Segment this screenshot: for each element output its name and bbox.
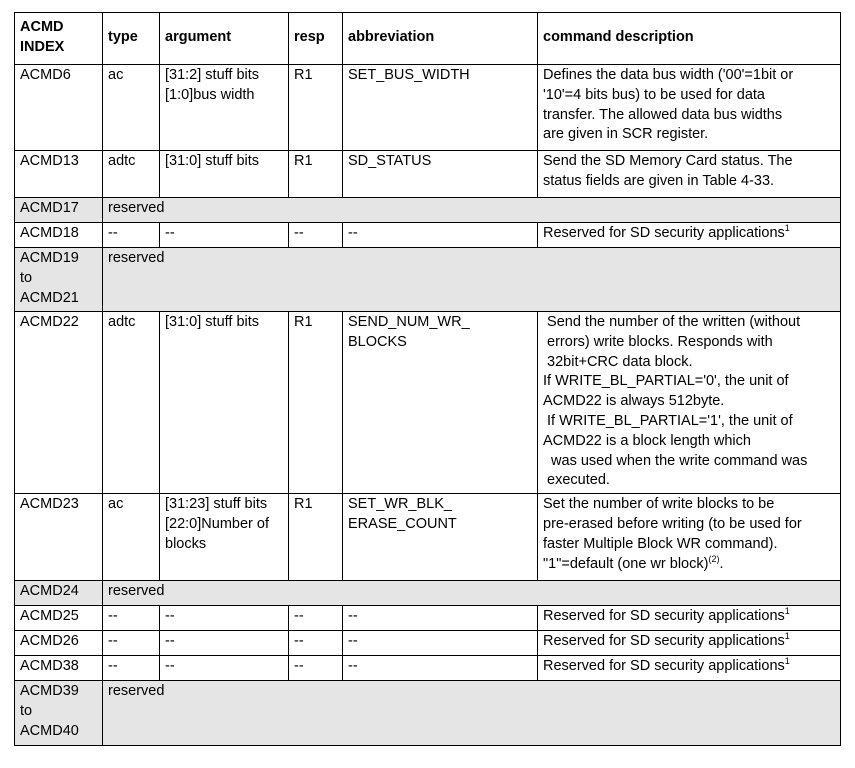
description-line: 32bit+CRC data block. [543, 353, 693, 370]
table-row [15, 681, 841, 746]
cell-type: adtc [103, 312, 160, 494]
cell-reserved: reserved [103, 248, 841, 312]
description-text: "1"=default (one wr block) [543, 555, 709, 572]
cell-resp: R1 [289, 312, 343, 494]
argument-line: [31:23] stuff bits [165, 496, 268, 513]
cell-command-description [538, 494, 841, 581]
cell-type: -- [103, 223, 160, 248]
cell-command-description [538, 631, 841, 656]
table-row [15, 656, 841, 681]
table-row [15, 494, 841, 581]
cell-argument: -- [160, 656, 289, 681]
cell-type: -- [103, 631, 160, 656]
table-row [15, 198, 841, 223]
header-acmd-index [15, 13, 103, 65]
description-text: Reserved for SD security applications [543, 225, 785, 241]
description-line: faster Multiple Block WR command). [543, 535, 778, 552]
description-line: executed. [543, 472, 610, 489]
argument-line: [31:0] stuff bits [165, 314, 260, 330]
header-acmd-index-line1: ACMD [20, 19, 64, 36]
cell-acmd-index: ACMD25 [15, 606, 103, 631]
cell-acmd-index: ACMD6 [15, 65, 103, 151]
cell-acmd-index [15, 198, 103, 223]
cell-abbreviation: -- [343, 606, 538, 631]
cell-command-description [538, 606, 841, 631]
cell-acmd-index: ACMD26 [15, 631, 103, 656]
acmd-index-line: ACMD39 [20, 683, 79, 700]
acmd-index-line: to [20, 269, 33, 286]
description-line: pre-erased before writing (to be used for [543, 515, 802, 532]
cell-argument: -- [160, 223, 289, 248]
description-line: are given in SCR register. [543, 126, 709, 143]
cell-abbreviation: -- [343, 656, 538, 681]
table-row [15, 581, 841, 606]
table-row [15, 248, 841, 312]
cell-resp: -- [289, 656, 343, 681]
cell-acmd-index: ACMD13 [15, 151, 103, 198]
cell-type: adtc [103, 151, 160, 198]
description-line: ACMD22 is a block length which [543, 432, 751, 449]
cell-resp: -- [289, 631, 343, 656]
footnote-marker: (2) [708, 553, 720, 564]
cell-type: ac [103, 65, 160, 151]
table-body [15, 65, 841, 746]
argument-line: blocks [165, 535, 207, 552]
header-argument: argument [160, 13, 289, 65]
acmd-index-line: to [20, 702, 33, 719]
cell-type: -- [103, 606, 160, 631]
footnote-marker: 1 [784, 606, 790, 617]
description-text: Reserved for SD security applications [543, 633, 785, 650]
cell-command-description [538, 151, 841, 198]
header-abbreviation: abbreviation [343, 13, 538, 65]
table-row [15, 606, 841, 631]
description-line: If WRITE_BL_PARTIAL='0', the unit of [543, 373, 789, 390]
cell-abbreviation [343, 494, 538, 581]
cell-argument [160, 494, 289, 581]
abbreviation-line: SET_WR_BLK_ [348, 496, 452, 513]
acmd-index-line: ACMD19 [20, 250, 79, 266]
cell-reserved: reserved [103, 198, 841, 223]
header-type: type [103, 13, 160, 65]
description-line: transfer. The allowed data bus widths [543, 106, 783, 123]
cell-command-description [538, 223, 841, 248]
argument-line: [22:0]Number of [165, 515, 269, 532]
cell-acmd-index: ACMD22 [15, 312, 103, 494]
header-acmd-index-line2: INDEX [20, 39, 65, 55]
cell-resp: -- [289, 606, 343, 631]
cell-acmd-index: ACMD38 [15, 656, 103, 681]
cell-argument: -- [160, 631, 289, 656]
cell-abbreviation [343, 65, 538, 151]
table-header-row [15, 13, 841, 65]
table-row [15, 312, 841, 494]
acmd-command-table [14, 12, 841, 746]
acmd-index-line: ACMD17 [20, 200, 79, 216]
cell-argument: -- [160, 606, 289, 631]
cell-type: -- [103, 656, 160, 681]
cell-argument [160, 151, 289, 198]
abbreviation-line: SET_BUS_WIDTH [348, 67, 470, 83]
cell-abbreviation [343, 151, 538, 198]
abbreviation-line: SD_STATUS [348, 153, 432, 169]
cell-argument [160, 65, 289, 151]
abbreviation-line: SEND_NUM_WR_ [348, 314, 470, 330]
description-line: errors) write blocks. Responds with [543, 333, 773, 350]
cell-abbreviation [343, 312, 538, 494]
acmd-index-line: ACMD24 [20, 583, 79, 600]
description-line: Send the number of the written (without [543, 314, 801, 330]
acmd-index-line: ACMD40 [20, 722, 79, 739]
acmd-index-line: ACMD21 [20, 289, 79, 306]
table-row [15, 65, 841, 151]
cell-argument [160, 312, 289, 494]
cell-command-description [538, 65, 841, 151]
cell-abbreviation: -- [343, 631, 538, 656]
cell-acmd-index: ACMD23 [15, 494, 103, 581]
description-line [543, 555, 836, 575]
table-row [15, 631, 841, 656]
cell-abbreviation: -- [343, 223, 538, 248]
description-line: Send the SD Memory Card status. The [543, 153, 793, 169]
footnote-marker: 1 [784, 631, 790, 642]
description-text: Reserved for SD security applications [543, 658, 785, 675]
cell-resp: -- [289, 223, 343, 248]
cell-reserved: reserved [103, 681, 841, 746]
description-line: Defines the data bus width ('00'=1bit or [543, 67, 794, 83]
cell-type: ac [103, 494, 160, 581]
description-end: . [719, 555, 724, 572]
description-line: status fields are given in Table 4-33. [543, 172, 775, 189]
cell-command-description [538, 312, 841, 494]
header-resp: resp [289, 13, 343, 65]
cell-reserved: reserved [103, 581, 841, 606]
table-row [15, 223, 841, 248]
abbreviation-line: ERASE_COUNT [348, 515, 457, 532]
argument-line: [31:0] stuff bits [165, 153, 260, 169]
header-command-description: command description [538, 13, 841, 65]
cell-acmd-index [15, 581, 103, 606]
abbreviation-line: BLOCKS [348, 333, 407, 350]
footnote-marker: 1 [784, 223, 790, 233]
description-line: was used when the write command was [543, 452, 808, 469]
description-line: Set the number of write blocks to be [543, 496, 775, 513]
cell-acmd-index: ACMD18 [15, 223, 103, 248]
description-line: ACMD22 is always 512byte. [543, 393, 725, 410]
table-row [15, 151, 841, 198]
argument-line: [31:2] stuff bits [165, 67, 260, 83]
description-line: If WRITE_BL_PARTIAL='1', the unit of [543, 412, 793, 429]
cell-resp: R1 [289, 494, 343, 581]
cell-acmd-index [15, 681, 103, 746]
cell-command-description [538, 656, 841, 681]
description-line: '10'=4 bits bus) to be used for data [543, 86, 765, 103]
cell-resp: R1 [289, 65, 343, 151]
footnote-marker: 1 [784, 656, 790, 667]
description-text: Reserved for SD security applications [543, 608, 785, 625]
argument-line: [1:0]bus width [165, 86, 255, 103]
cell-acmd-index [15, 248, 103, 312]
cell-resp: R1 [289, 151, 343, 198]
